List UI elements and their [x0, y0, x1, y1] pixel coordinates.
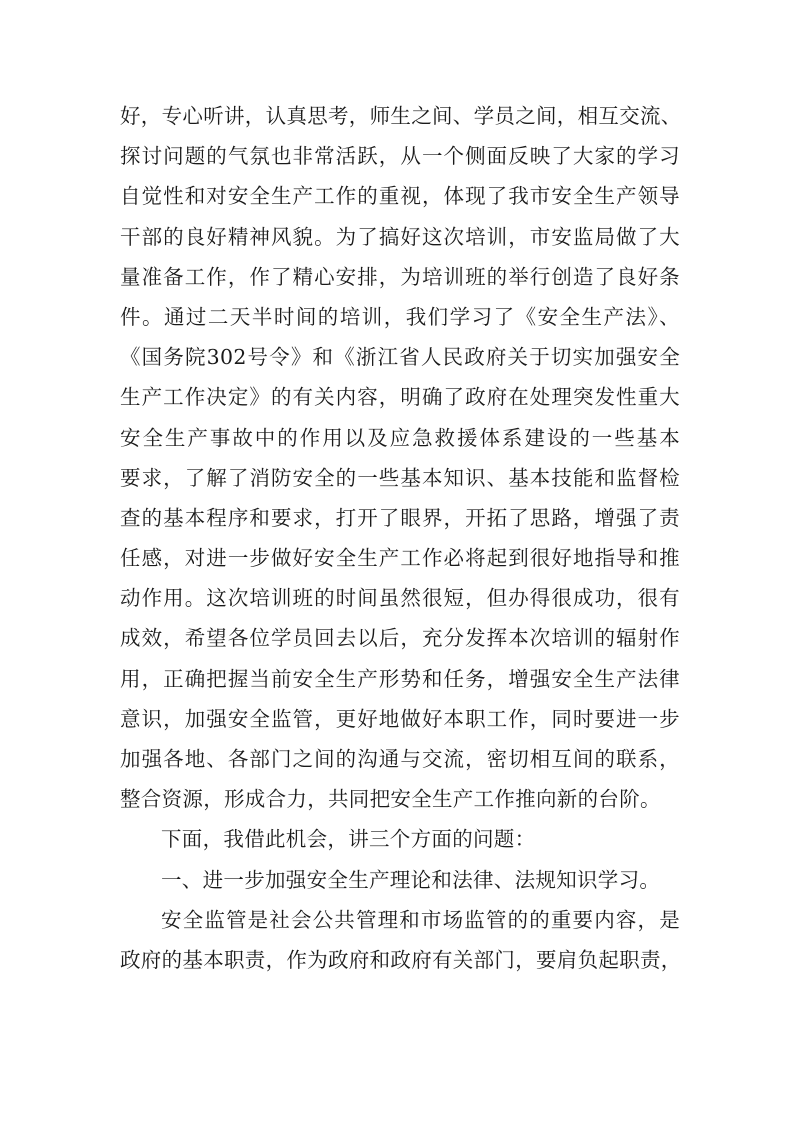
text-line: 量准备工作，作了精心安排，为培训班的举行创造了良好条 [120, 264, 680, 289]
text-line: 成效，希望各位学员回去以后，充分发挥本次培训的辐射作 [120, 626, 680, 651]
text-line: 查的基本程序和要求，打开了眼界，开拓了思路，增强了责 [120, 505, 680, 530]
text-line: 安全生产事故中的作用以及应急救援体系建设的一些基本 [120, 425, 680, 450]
text-line: 件。通过二天半时间的培训，我们学习了《安全生产法》、 [120, 304, 680, 329]
text-line: 生产工作决定》的有关内容，明确了政府在处理突发性重大 [120, 385, 680, 410]
text-line: 干部的良好精神风貌。为了搞好这次培训，市安监局做了大 [120, 224, 680, 249]
text-line: 要求，了解了消防安全的一些基本知识、基本技能和监督检 [120, 465, 680, 490]
body-text [120, 96, 680, 980]
text-line: 加强各地、各部门之间的沟通与交流，密切相互间的联系， [120, 747, 680, 771]
text-line: 意识，加强安全监管，更好地做好本职工作，同时要进一步 [120, 706, 680, 731]
text-line: 探讨问题的气氛也非常活跃，从一个侧面反映了大家的学习 [120, 144, 680, 169]
text-line: 任感，对进一步做好安全生产工作必将起到很好地指导和推 [120, 546, 680, 571]
text-line: 用，正确把握当前安全生产形势和任务，增强安全生产法律 [120, 666, 680, 691]
text-line: 整合资源，形成合力，共同把安全生产工作推向新的台阶。 [120, 787, 661, 812]
text-line: 安全监管是社会公共管理和市场监管的的重要内容，是 [161, 907, 680, 932]
text-line: 好，专心听讲，认真思考，师生之间、学员之间，相互交流、 [120, 104, 682, 128]
text-line: 政府的基本职责，作为政府和政府有关部门，要肩负起职责， [120, 947, 682, 972]
section-heading: 一、进一步加强安全生产理论和法律、法规知识学习。 [161, 867, 661, 892]
text-line: 动作用。这次培训班的时间虽然很短，但办得很成功，很有 [120, 586, 680, 611]
text-line: 自觉性和对安全生产工作的重视，体现了我市安全生产领导 [120, 184, 680, 209]
paragraph-intro: 下面，我借此机会，讲三个方面的问题： [161, 827, 536, 852]
text-line: 《国务院302号令》和《浙江省人民政府关于切实加强安全 [120, 345, 680, 370]
